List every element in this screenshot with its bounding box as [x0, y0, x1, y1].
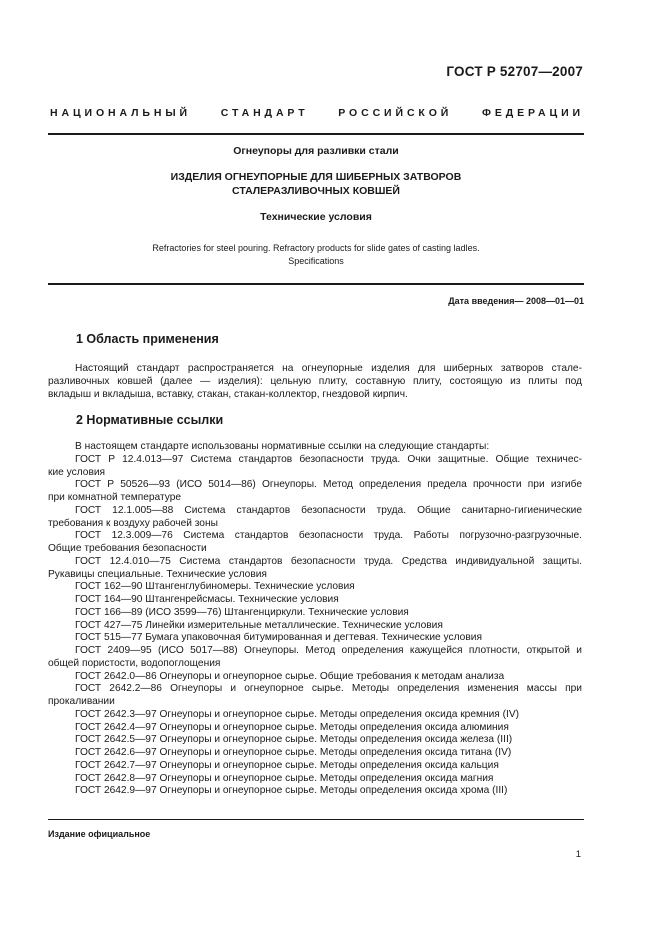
reference-line: ГОСТ 515—77 Бумага упаковочная битумированная и дегтевая. Технические условия [75, 632, 482, 644]
reference-line: ГОСТ 2642.5—97 Огнеупоры и огнеупорное сырье. Методы определения оксида железа (III) [75, 734, 513, 746]
reference-line: ГОСТ 2409—95 (ИСО 5017—88) Огнеупоры. Метод определения кажущейся плотности, открытой и [75, 645, 582, 656]
section-1-line: вкладыш и вкладыша, вставку, стакан, стакан-коллектор, гнездовой кирпич. [48, 389, 408, 400]
reference-line: ГОСТ 2642.3—97 Огнеупоры и огнеупорное сырье. Методы определения оксида кремния (IV) [75, 708, 520, 720]
reference-line: ГОСТ 166—89 (ИСО 3599—76) Штангенциркули. Технические условия [75, 606, 409, 618]
document-code: ГОСТ Р 52707—2007 [446, 64, 583, 79]
english-title-line-2: Specifications [288, 256, 344, 266]
reference-line: Рукавицы специальные. Технические условия [48, 568, 267, 580]
reference-line: ГОСТ 164—90 Штангенрейсмасы. Технические условия [75, 594, 339, 605]
reference-line: ГОСТ 12.4.010—75 Система стандартов безопасности труда. Средства индивидуальной защиты. [75, 555, 582, 567]
reference-line: ГОСТ Р 12.4.013—97 Система стандартов безопасности труда. Очки защитные. Общие техничес- [75, 453, 582, 465]
reference-line: требования к воздуху рабочей зоны [48, 517, 218, 529]
section-2-heading: 2 Нормативные ссылки [76, 413, 224, 427]
reference-line: ГОСТ 162—90 Штангенглубиномеры. Технические условия [75, 581, 355, 593]
reference-line: прокаливании [48, 696, 115, 707]
reference-line: кие условия [48, 466, 106, 478]
edition-label: Издание официальное [48, 829, 151, 839]
national-standard-title: НАЦИОНАЛЬНЫЙ СТАНДАРТ РОССИЙСКОЙ ФЕДЕРАЦИИ [50, 107, 584, 119]
reference-line: общей пористости, водопоглощения [48, 657, 221, 669]
reference-line: ГОСТ 2642.7—97 Огнеупоры и огнеупорное сырье. Методы определения оксида кальция [75, 759, 499, 771]
introduction-date: Дата введения— 2008—01—01 [448, 296, 584, 306]
page-number: 1 [575, 849, 581, 860]
section-1-heading: 1 Область применения [76, 332, 219, 346]
section-1-line: Настоящий стандарт распространяется на огнеупорные изделия для шиберных затворов стале- [75, 363, 582, 374]
product-title-line-2: СТАЛЕРАЗЛИВОЧНЫХ КОВШЕЙ [232, 185, 400, 197]
reference-line: ГОСТ 2642.6—97 Огнеупоры и огнеупорное сырье. Методы определения оксида титана (IV) [75, 747, 512, 758]
reference-line: ГОСТ 427—75 Линейки измерительные металлические. Технические условия [75, 619, 443, 631]
section-1-line: разливочных ковшей (далее — изделия): цельную плиту, составную плиту, состоящую из плиты под [48, 376, 582, 387]
reference-line: при комнатной температуре [48, 492, 182, 503]
reference-line: Общие требования безопасности [48, 543, 207, 554]
product-title-line-1: ИЗДЕЛИЯ ОГНЕУПОРНЫЕ ДЛЯ ШИБЕРНЫХ ЗАТВОРОВ [170, 171, 462, 183]
header-divider [48, 133, 584, 135]
reference-line: ГОСТ 2642.0—86 Огнеупоры и огнеупорное сырье. Общие требования к методам анализа [75, 670, 505, 682]
reference-line: ГОСТ 2642.8—97 Огнеупоры и огнеупорное сырье. Методы определения оксида магния [75, 772, 494, 784]
reference-line: ГОСТ 12.1.005—88 Система стандартов безопасности труда. Общие санитарно-гигиенические [75, 504, 582, 516]
reference-line: В настоящем стандарте использованы нормативные ссылки на следующие стандарты: [75, 441, 490, 452]
reference-line: ГОСТ 2642.9—97 Огнеупоры и огнеупорное сырье. Методы определения оксида хрома (III) [75, 785, 508, 797]
english-title-line-1: Refractories for steel pouring. Refractory products for slide gates of casting ladles. [152, 243, 480, 253]
reference-line: ГОСТ 2642.2—86 Огнеупоры и огнеупорное сырье. Методы определения изменения массы при [75, 683, 582, 695]
footer-divider [48, 819, 584, 820]
title-divider [48, 283, 584, 285]
standard-group-title: Огнеупоры для разливки стали [233, 145, 399, 157]
reference-line: ГОСТ Р 50526—93 (ИСО 5014—86) Огнеупоры. Метод определения предела прочности при изгибе [75, 479, 582, 491]
reference-line: ГОСТ 12.3.009—76 Система стандартов безопасности труда. Работы погрузочно-разгрузочные. [75, 530, 582, 542]
spec-subtitle: Технические условия [260, 211, 372, 223]
reference-line: ГОСТ 2642.4—97 Огнеупоры и огнеупорное сырье. Методы определения оксида алюминия [75, 721, 509, 733]
